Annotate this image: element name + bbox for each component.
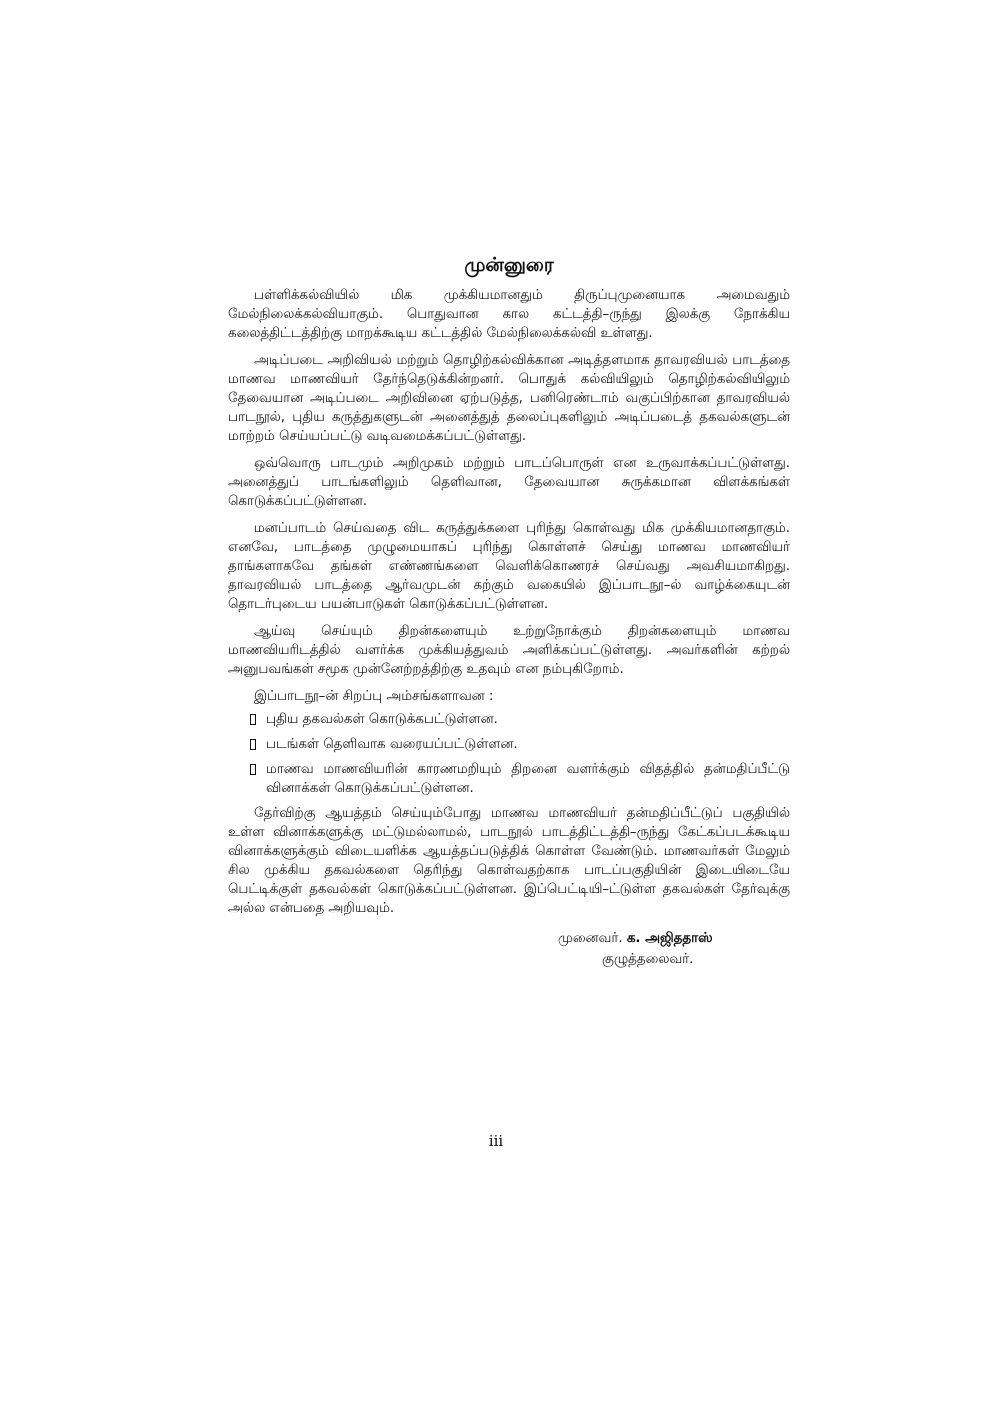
paragraph-1: பள்ளிக்கல்வியில் மிக முக்கியமானதும் திருப்புமுனையாக அமைவதும் மேல்நிலைக்கல்வியாகும். பொதுவான கால கட்டத்தி–ருந்து இலக்கு நோக்கிய கலைத்திட்டத்திற்கு மாறக்கூடிய கட்டத்தில் மேல்நிலைக்கல்வி உள்ளது. [228,288,790,341]
bullet-box-icon [250,764,256,775]
paragraph-2: அடிப்படை அறிவியல் மற்றும் தொழிற்கல்விக்கான அடித்தளமாக தாவரவியல் பாடத்தை மாணவ மாணவியர் தேர்ந்தெடுக்கின்றனர். பொதுக் கல்வியிலும் தொழிற்கல்வியிலும் தேவையான அடிப்படை அறிவினை ஏற்படுத்த, பனிரெண்டாம் வகுப்பிற்கான தாவரவியல் பாடநூல், புதிய கருத்துகளுடன் அனைத்துத் தலைப்புகளிலும் அடிப்படைத் தகவல்களுடன் மாற்றம் செய்யப்பட்டு வடிவமைக்கப்பட்டுள்ளது. [228,353,790,444]
preface-page [228,252,790,970]
list-item [250,735,790,754]
closing-paragraph: தேர்விற்கு ஆயத்தம் செய்யும்போது மாணவ மாணவியர் தன்மதிப்பீட்டுப் பகுதியில் உள்ள வினாக்களுக்கு மட்டுமல்லாமல், பாடநூல் பாடத்திட்டத்தி–ருந்து கேட்கப்படக்கூடிய வினாக்களுக்கும் விடையளிக்க ஆயத்தப்படுத்திக் கொள்ள வேண்டும். மாணவர்கள் மேலும் சில முக்கிய தகவல்களை தெரிந்து கொள்வதற்காக பாடப்பகுதியின் இடையிடையே பெட்டிக்குள் தகவல்கள் கொடுக்கப்பட்டுள்ளன. இப்பெட்டியி–ட்டுள்ள தகவல்கள் தேர்வுக்கு அல்ல என்பதை அறியவும். [228,806,790,916]
paragraph-4: மனப்பாடம் செய்வதை விட கருத்துக்களை புரிந்து கொள்வது மிக முக்கியமானதாகும். எனவே, பாடத்தை முழுமையாகப் புரிந்து கொள்ளச் செய்து மாணவ மாணவியர் தாங்களாகவே தங்கள் எண்ணங்களை வெளிக்கொணரச் செய்வது அவசியமாகிறது. தாவரவியல் பாடத்தை ஆர்வமுடன் கற்கும் வகையில் இப்பாடநூ–ல் வாழ்க்கையுடன் தொடர்புடைய பயன்பாடுகள் கொடுக்கப்பட்டுள்ளன. [228,521,790,612]
paragraph-5: ஆய்வு செய்யும் திறன்களையும் உற்றுநோக்கும் திறன்களையும் மாணவ மாணவியரிடத்தில் வளர்க்க முக்கியத்துவம் அளிக்கப்பட்டுள்ளது. அவர்களின் கற்றல் அனுபவங்கள் சமூக முன்னேற்றத்திற்கு உதவும் என நம்புகிறோம். [228,624,790,677]
signature-block [558,928,790,970]
features-list [228,710,790,798]
signature-name: க. அஜிததாஸ் [626,931,713,946]
signature-name-line [558,928,790,949]
paragraph-3: ஒவ்வொரு பாடமும் அறிமுகம் மற்றும் பாடப்பொருள் என உருவாக்கப்பட்டுள்ளது. அனைத்துப் பாடங்களிலும் தெளிவான, தேவையான சுருக்கமான விளக்கங்கள் கொடுக்கப்பட்டுள்ளன. [228,456,790,509]
feature-text: புதிய தகவல்கள் கொடுக்கபட்டுள்ளன. [266,712,498,727]
bullet-box-icon [250,714,256,725]
feature-text: மாணவ மாணவியரின் காரணமறியும் திறனை வளர்க்கும் விதத்தில் தன்மதிப்பீட்டு வினாக்கள் கொடுக்கப்பட்டுள்ளன. [266,762,790,796]
bullet-box-icon [250,739,256,750]
feature-text: படங்கள் தெளிவாக வரையப்பட்டுள்ளன. [266,737,518,752]
page-title: முன்னுரை [464,254,554,276]
list-item [250,710,790,729]
signature-prefix: முனைவர். [558,931,623,946]
page-number: iii [488,1132,504,1150]
list-item [250,760,790,798]
features-intro: இப்பாடநூ–ன் சிறப்பு அம்சங்களாவன : [254,689,494,704]
signature-role: குழுத்தலைவர். [602,952,694,967]
